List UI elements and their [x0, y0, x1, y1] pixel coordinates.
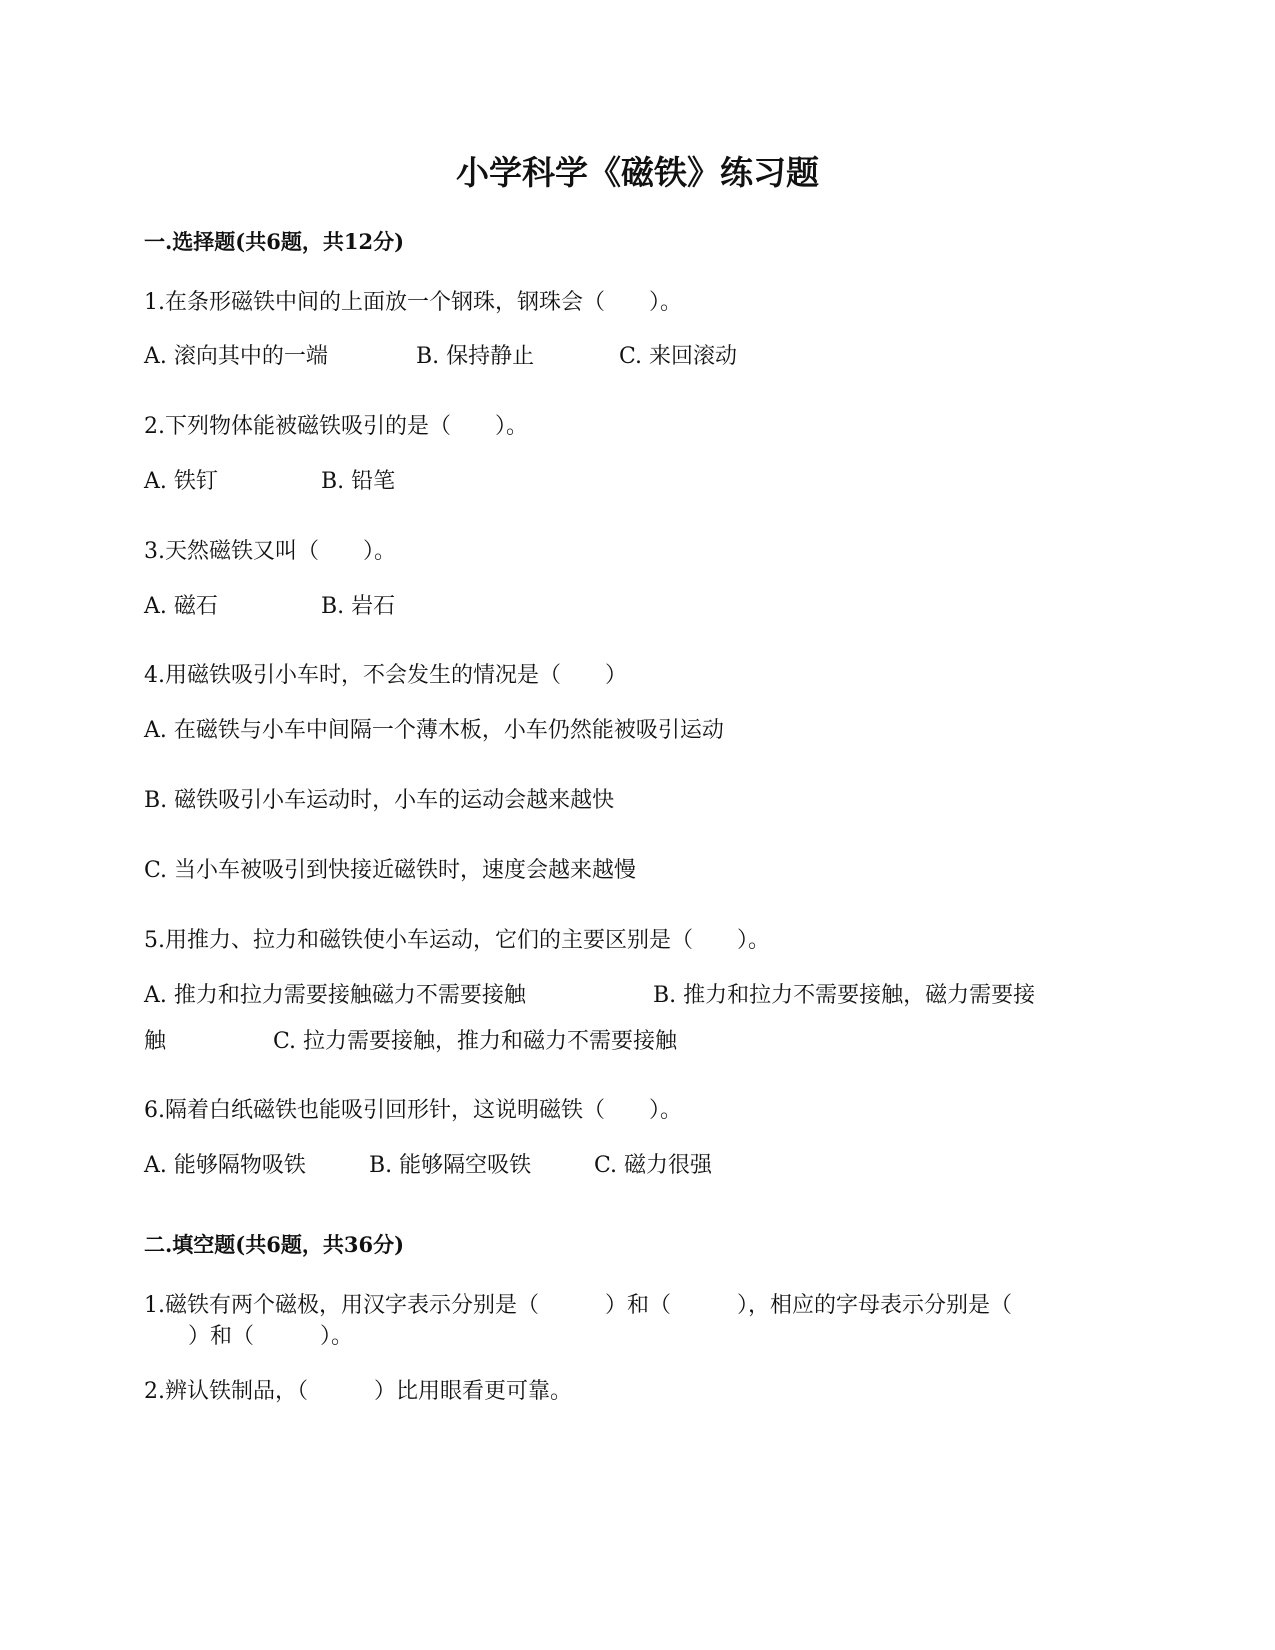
question-4-option-b: B. 磁铁吸引小车运动时，小车的运动会越来越快: [144, 788, 615, 813]
page-title: 小学科学《磁铁》练习题: [456, 153, 819, 192]
fill-question-1-line-1: 1.磁铁有两个磁极，用汉字表示分别是（ ）和（ ），相应的字母表示分别是（: [144, 1293, 1012, 1318]
question-5-option-b-continued: 触: [144, 1029, 167, 1054]
question-6-option-a: A. 能够隔物吸铁: [144, 1153, 306, 1178]
question-2-option-a: A. 铁钉: [144, 469, 218, 494]
question-3-option-b: B. 岩石: [321, 594, 396, 619]
question-5-stem: 5.用推力、拉力和磁铁使小车运动，它们的主要区别是（ ）。: [144, 928, 770, 953]
question-1-option-b: B. 保持静止: [416, 344, 535, 369]
question-5-option-b: B. 推力和拉力不需要接触，磁力需要接: [653, 983, 1036, 1008]
question-4-option-c: C. 当小车被吸引到快接近磁铁时，速度会越来越慢: [144, 858, 637, 883]
question-5-option-c: C. 拉力需要接触，推力和磁力不需要接触: [273, 1029, 678, 1054]
question-3-stem: 3.天然磁铁又叫（ ）。: [144, 539, 396, 564]
question-4-stem: 4.用磁铁吸引小车时，不会发生的情况是（ ）: [144, 663, 627, 688]
question-2-option-b: B. 铅笔: [321, 469, 396, 494]
question-4-option-a: A. 在磁铁与小车中间隔一个薄木板，小车仍然能被吸引运动: [144, 718, 724, 743]
question-6-option-b: B. 能够隔空吸铁: [369, 1153, 532, 1178]
question-5-option-a: A. 推力和拉力需要接触磁力不需要接触: [144, 983, 526, 1008]
question-6-option-c: C. 磁力很强: [594, 1153, 713, 1178]
question-3-option-a: A. 磁石: [144, 594, 218, 619]
question-6-stem: 6.隔着白纸磁铁也能吸引回形针，这说明磁铁（ ）。: [144, 1098, 682, 1123]
question-2-stem: 2.下列物体能被磁铁吸引的是（ ）。: [144, 414, 528, 439]
fill-question-1-line-2: ）和（ ）。: [144, 1324, 354, 1349]
question-1-option-c: C. 来回滚动: [619, 344, 738, 369]
section-heading-choice: 一.选择题(共6题，共12分): [144, 229, 405, 254]
question-1-stem: 1.在条形磁铁中间的上面放一个钢珠，钢珠会（ ）。: [144, 290, 682, 315]
question-1-option-a: A. 滚向其中的一端: [144, 344, 328, 369]
section-heading-fill-in: 二.填空题(共6题，共36分): [144, 1232, 405, 1257]
fill-question-2: 2.辨认铁制品，（ ）比用眼看更可靠。: [144, 1379, 572, 1404]
